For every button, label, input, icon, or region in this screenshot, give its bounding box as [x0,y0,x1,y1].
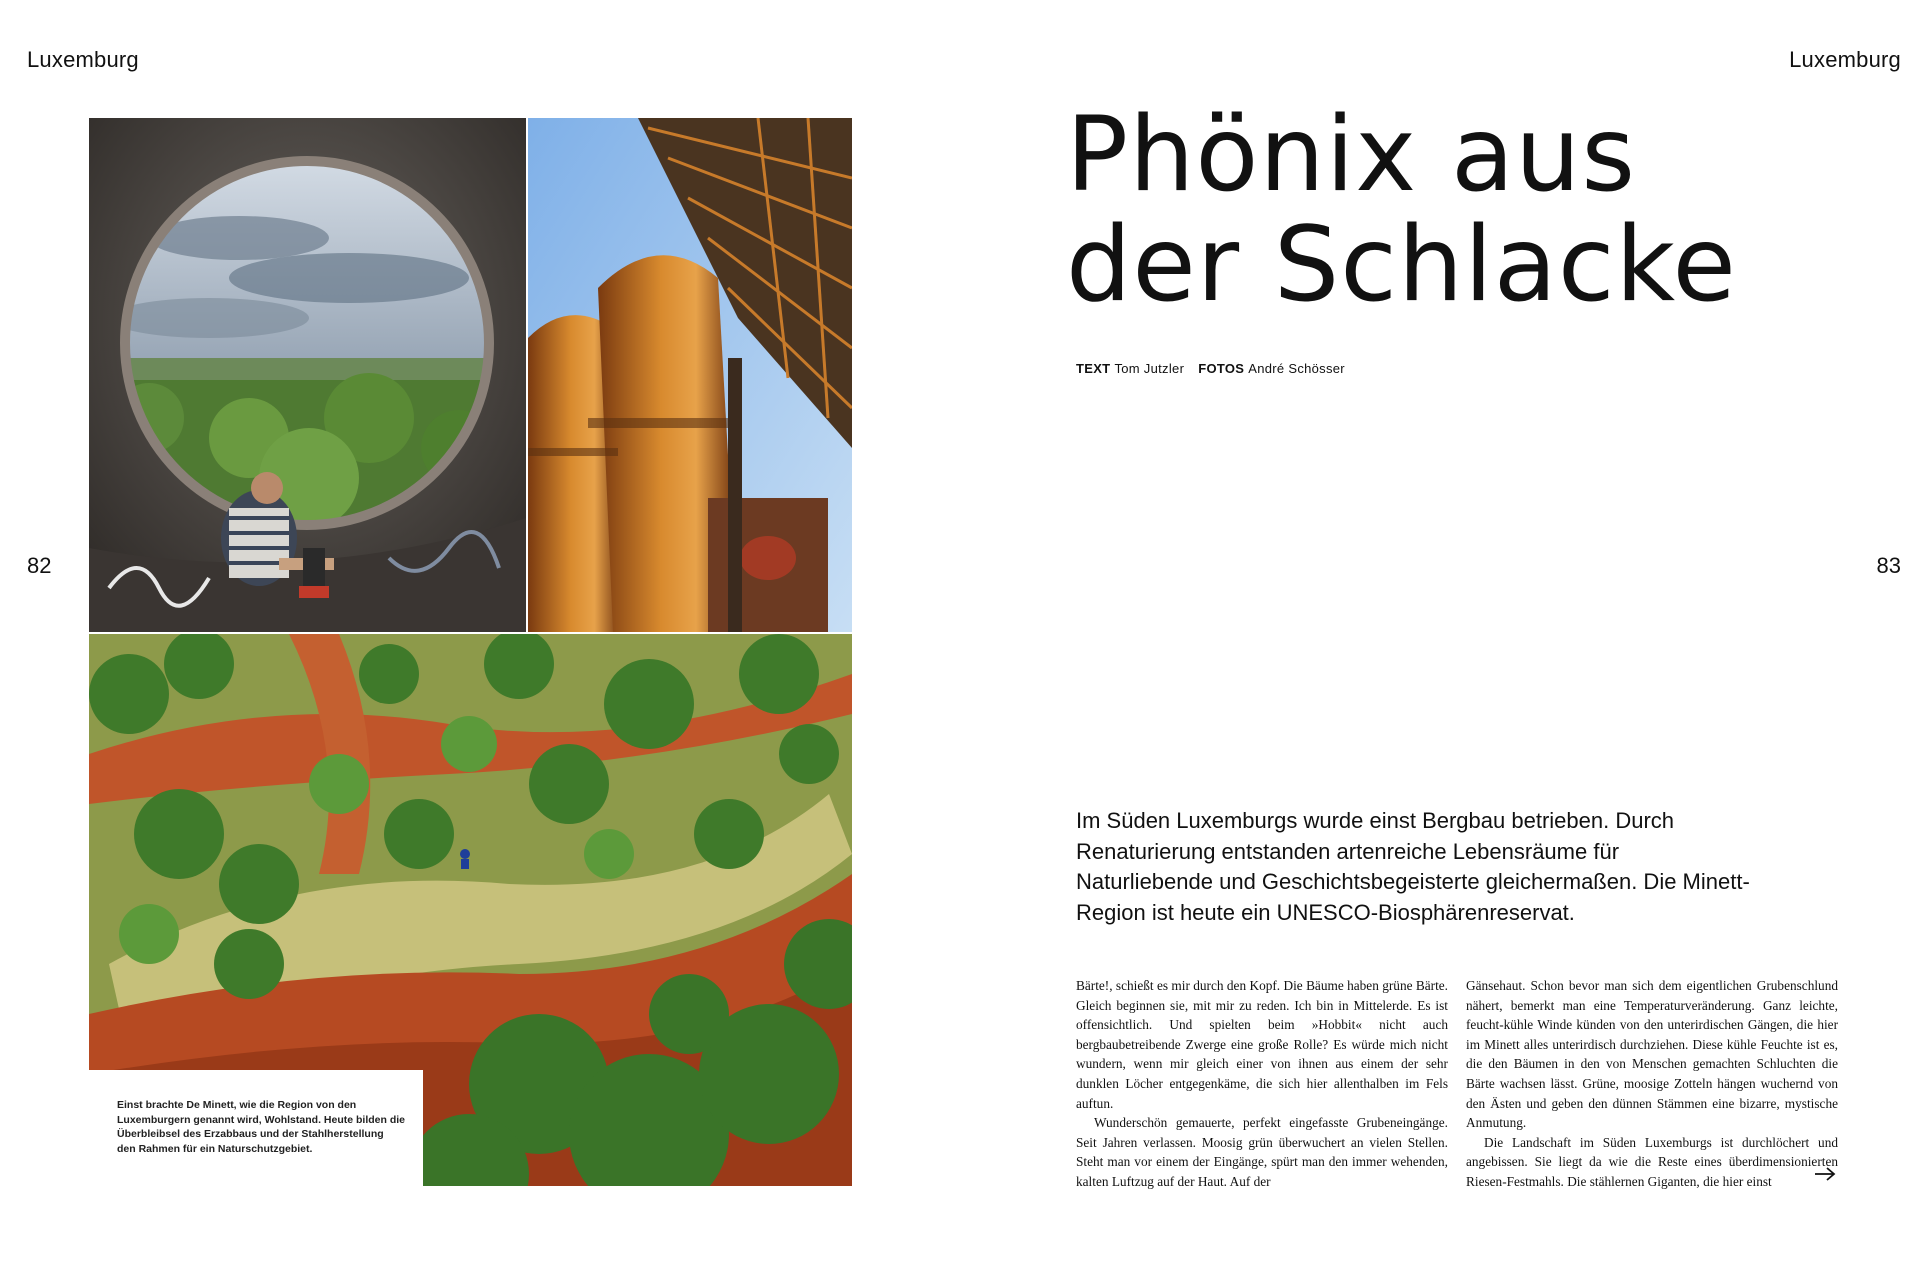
running-head-right: Luxemburg [1789,47,1901,72]
body-paragraph: Bärte!, schießt es mir durch den Kopf. Die Bäume haben grüne Bärte. Gleich beginnen sie, mit mir zu reden. Ich bin in Mittelerde. Es ist offensichtlich. Und spielten beim »Hobbit« nicht auch bergbaubetreibende Zwerge eine große Rolle? Es würde mich nicht wundern, wenn mir gleich einer von ihnen aus einem der sehr dunklen Löcher entgegenkäme, die sich hier allenthalben im Fels auftun. [1076,978,1448,1111]
furnace-photo [528,118,852,632]
running-head-left: Luxemburg [27,47,139,72]
body-column-1 [1076,976,1448,1192]
byline [1076,361,1345,376]
body-column-2 [1466,976,1838,1192]
page-number-right: 83 [1876,553,1901,578]
photo-caption [89,1070,423,1186]
article-headline [1066,95,1737,325]
tunnel-photo [89,118,526,632]
body-paragraph: Gänsehaut. Schon bevor man sich dem eigentlichen Grubenschlund nähert, bemerkt man eine Temperaturveränderung. Ganz leichte, feucht-kühle Winde künden von den unterirdischen Gängen, die hier im Minett alles unterirdisch durchziehen. Diese kühle Feuchte ist es, die den Bäumen in den von Menschen gemachten Schluchten die Bärte wachsen lässt. Grüne, moosige Zotteln hängen wuchernd von den Ästen und geben den dünnen Stämmen eine bizarre, mystische Anmutung. [1466,978,1838,1131]
page-number-left: 82 [27,553,52,578]
text-author: Tom Jutzler [1114,361,1185,376]
arrow-right-icon [1814,1166,1836,1186]
headline-line-1: Phönix aus [1066,95,1637,215]
article-lead: Im Süden Luxemburgs wurde einst Bergbau betrieben. Durch Renaturierung entstanden artenreiche Lebensräume für Naturliebende und Geschichtsbegeisterte gleichermaßen. Die Minett-Region ist heute ein UNESCO-Biosphärenreservat. [1076,808,1750,925]
body-paragraph: Wunderschön gemauerte, perfekt eingefasste Grubeneingänge. Seit Jahren verlassen. Moosig grün überwuchert an vielen Stellen. Steht man vor einem der Eingänge, spürt man den immer wehenden, kalten Luftzug auf der Haut. Auf der [1076,1115,1448,1189]
headline-line-2: der Schlacke [1066,205,1737,325]
text-credit-label: TEXT [1076,361,1111,376]
body-paragraph: Die Landschaft im Süden Luxemburgs ist durchlöchert und angebissen. Sie liegt da wie die Reste eines überdimensionierten Riesen-Festmahls. Die stählernen Giganten, die hier einst [1466,1134,1838,1189]
caption-text: Einst brachte De Minett, wie die Region von den Luxemburgern genannt wird, Wohlstand. Heute bilden die Überbleibsel des Erzabbaus und der Stahlherstellung den Rahmen für ein Naturschutzgebiet. [117,1099,405,1155]
photo-credit-label: FOTOS [1198,361,1245,376]
photo-author: André Schösser [1248,361,1345,376]
